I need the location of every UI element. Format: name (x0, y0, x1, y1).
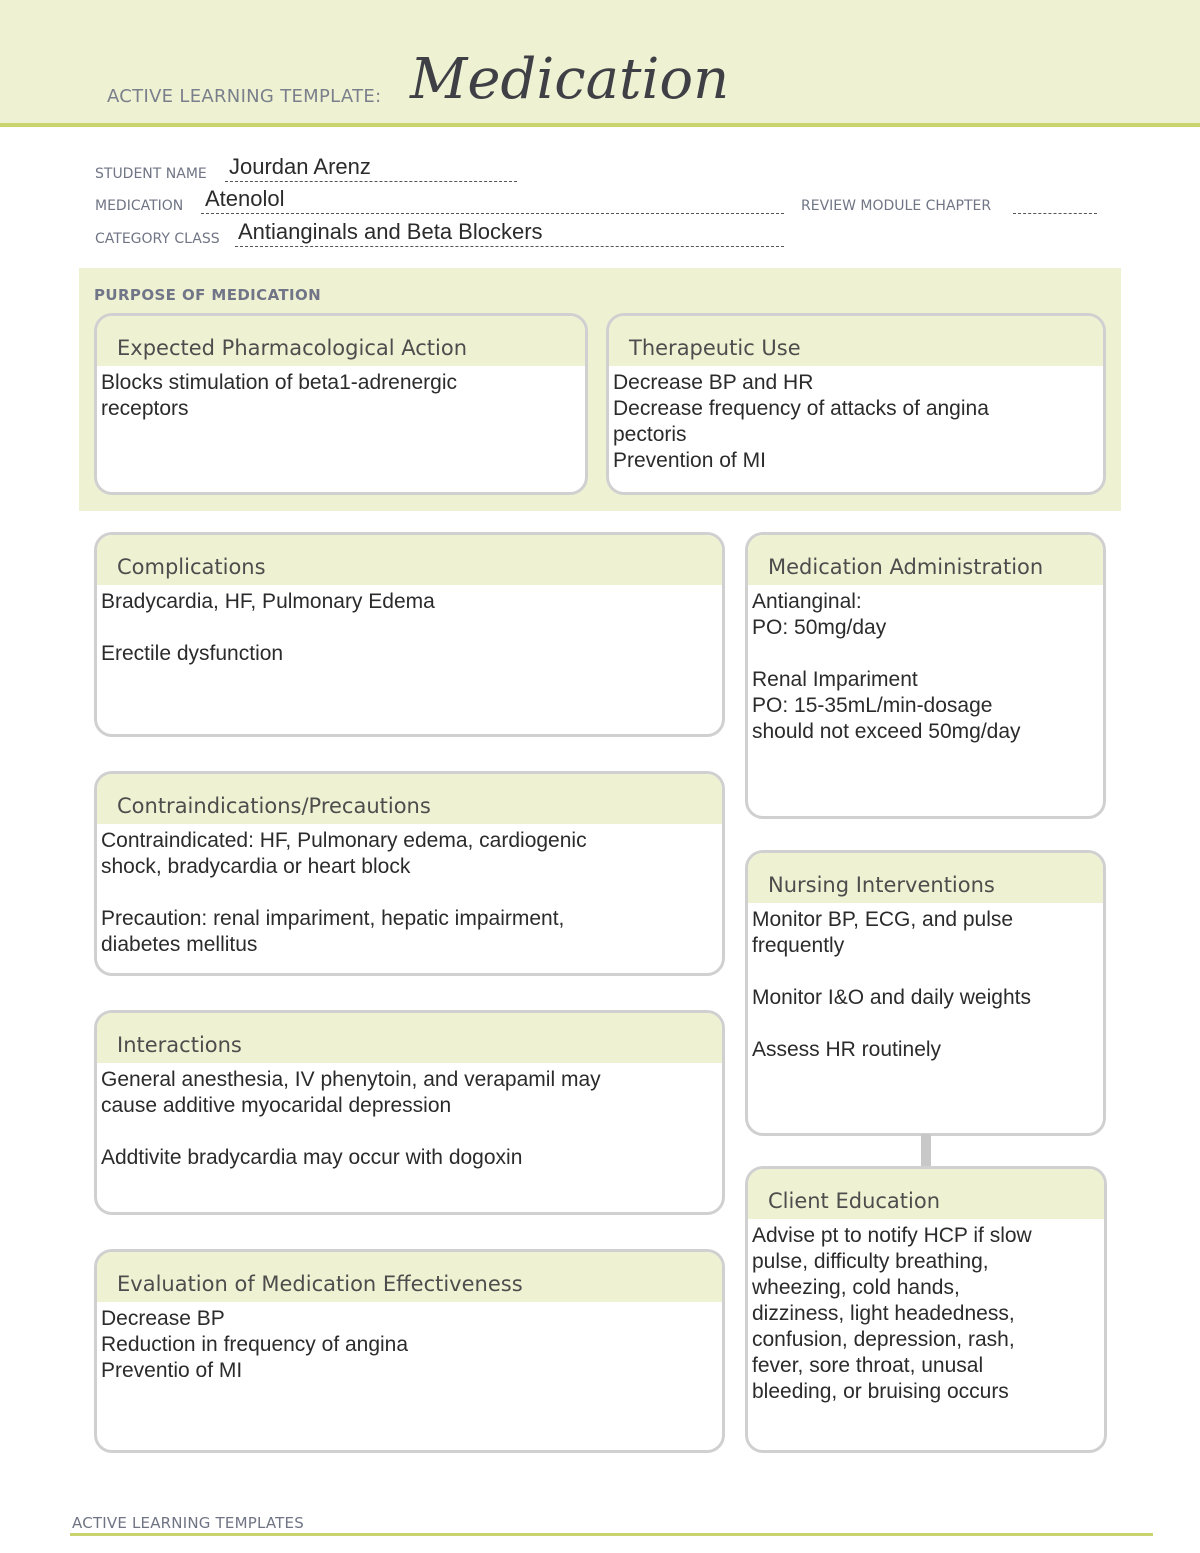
expected-action-title: Expected Pharmacological Action (97, 316, 585, 366)
complications-text[interactable]: Bradycardia, HF, Pulmonary Edema Erectile dysfunction (101, 590, 435, 665)
evaluation-text[interactable]: Decrease BP Reduction in frequency of angina Preventio of MI (101, 1307, 409, 1382)
evaluation-title: Evaluation of Medication Effectiveness (97, 1252, 722, 1302)
header-divider (0, 123, 1200, 127)
template-title: Medication (410, 47, 730, 112)
category-class-label: CATEGORY CLASS (95, 231, 220, 247)
section-connector (921, 1134, 931, 1166)
nursing-interventions-title: Nursing Interventions (748, 853, 1103, 903)
medication-line (201, 213, 784, 214)
student-name-field[interactable]: Jourdan Arenz (229, 154, 371, 179)
medication-label: MEDICATION (95, 198, 184, 214)
client-education-text[interactable]: Advise pt to notify HCP if slow pulse, difficulty breathing, wheezing, cold hands, dizziness, light headedness, confusion, depression, rash, fever, sore throat, unusal bleeding, or bruising occurs (752, 1224, 1032, 1403)
client-education-title: Client Education (748, 1169, 1104, 1219)
category-class-line (235, 246, 784, 247)
review-module-field[interactable] (1013, 213, 1097, 214)
template-label: ACTIVE LEARNING TEMPLATE: (107, 86, 382, 107)
purpose-title: PURPOSE OF MEDICATION (94, 286, 322, 304)
expected-action-text[interactable]: Blocks stimulation of beta1-adrenergic receptors (101, 371, 458, 420)
evaluation-box (94, 1249, 725, 1453)
client-education-box (745, 1166, 1107, 1453)
therapeutic-use-text[interactable]: Decrease BP and HR Decrease frequency of attacks of angina pectoris Prevention of MI (613, 371, 989, 472)
complications-title: Complications (97, 535, 722, 585)
medication-field[interactable]: Atenolol (205, 186, 285, 211)
nursing-interventions-text[interactable]: Monitor BP, ECG, and pulse frequently Monitor I&O and daily weights Assess HR routinely (752, 908, 1031, 1061)
contraindications-box (94, 771, 725, 976)
review-module-row (801, 192, 1101, 216)
student-name-line (225, 181, 517, 182)
footer-divider (70, 1533, 1153, 1536)
category-class-row (95, 219, 787, 249)
interactions-text[interactable]: General anesthesia, IV phenytoin, and verapamil may cause additive myocaridal depression Addtivite bradycardia may occur with dogoxin (101, 1068, 601, 1169)
interactions-box (94, 1010, 725, 1215)
contraindications-title: Contraindications/Precautions (97, 774, 722, 824)
nursing-interventions-box (745, 850, 1106, 1136)
student-name-label: STUDENT NAME (95, 166, 207, 182)
student-name-row (95, 154, 520, 184)
therapeutic-use-box (606, 313, 1106, 495)
footer-label: ACTIVE LEARNING TEMPLATES (72, 1514, 304, 1532)
expected-action-box (94, 313, 588, 495)
review-module-label: REVIEW MODULE CHAPTER (801, 198, 992, 214)
administration-title: Medication Administration (748, 535, 1103, 585)
medication-row (95, 186, 787, 216)
administration-box (745, 532, 1106, 819)
category-class-field[interactable]: Antianginals and Beta Blockers (238, 219, 543, 244)
contraindications-text[interactable]: Contraindicated: HF, Pulmonary edema, cardiogenic shock, bradycardia or heart block Precaution: renal impariment, hepatic impairment, diabetes mellitus (101, 829, 587, 956)
therapeutic-use-title: Therapeutic Use (609, 316, 1103, 366)
interactions-title: Interactions (97, 1013, 722, 1063)
complications-box (94, 532, 725, 737)
administration-text[interactable]: Antianginal: PO: 50mg/day Renal Impariment PO: 15-35mL/min-dosage should not exceed 50mg/day (752, 590, 1021, 743)
